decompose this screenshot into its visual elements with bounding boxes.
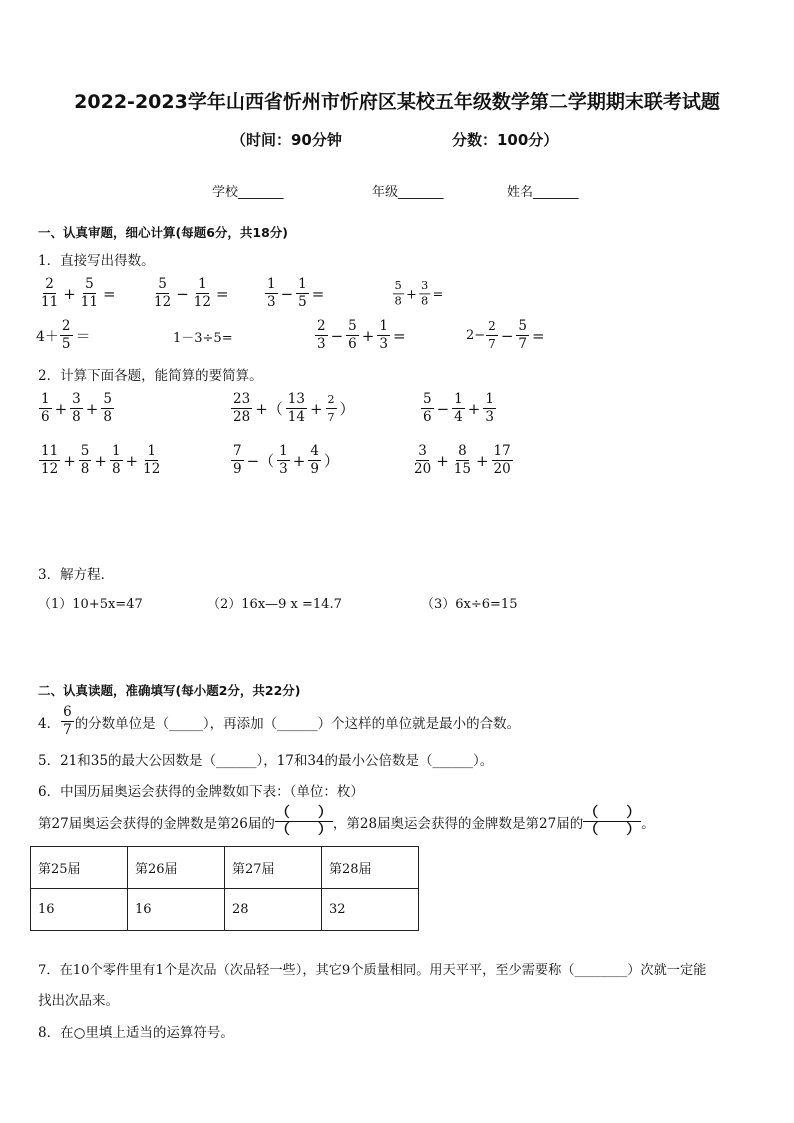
table-row	[31, 889, 419, 931]
name-field: 姓名_______	[507, 185, 579, 200]
school-field: 学校_______	[212, 185, 284, 200]
q1-expr-4: $\frac{5}{8}$ + $\frac{3}{8}$ =	[394, 279, 444, 308]
q2-expr-6: $\frac{3}{20}$ + $\frac{8}{15}$ + $\frac{17}{20}$	[414, 443, 511, 477]
exam-time: （时间：90分钟	[231, 131, 342, 149]
question-4: 4． $\frac{6}{7}$ 的分数单位是（_____），再添加（______）个这样的单位就是最小的合数。	[38, 704, 521, 738]
table-row	[31, 847, 419, 889]
table-cell: 16	[31, 889, 128, 931]
question-6-label: 6．中国历届奥运会获得的金牌数如下表：（单位：枚）	[38, 784, 364, 800]
question-7-line-1: 7．在10个零件里有1个是次品（次品轻一些），其它9个质量相同。用天平平，至少需要称（________）次就一定能	[38, 963, 707, 978]
grade-field: 年级_______	[372, 185, 444, 200]
q1-expr-5: 4＋ $\frac{2}{5}$ ＝	[36, 318, 91, 352]
question-2-label: 2．计算下面各题，能简算的要简算。	[38, 368, 263, 384]
q1-expr-2: $\frac{5}{12}$ − $\frac{1}{12}$ =	[154, 276, 229, 310]
fraction-blank-1: （ ） （ ）	[275, 805, 332, 838]
table-cell: 28	[225, 889, 322, 931]
question-5: 5．21和35的最大公因数是（______），17和34的最小公倍数是（______）。	[38, 753, 494, 769]
question-3-label: 3．解方程．	[38, 567, 115, 583]
q1-expr-1: $\frac{2}{11}$ + $\frac{5}{11}$ =	[41, 276, 116, 310]
question-6-line: 第27届奥运会获得的金牌数是第26届的 （ ） （ ） ，第28届奥运会获得的金牌数是第27届的 （ ） （ ） 。	[38, 805, 655, 838]
exam-score: 分数：100分）	[452, 131, 559, 149]
question-7-line-2: 找出次品来。	[38, 993, 119, 1009]
q1-expr-6: 1－3÷5=	[173, 331, 233, 346]
q2-expr-1: $\frac{1}{6}$ + $\frac{3}{8}$ + $\frac{5}{8}$	[41, 391, 112, 425]
table-header: 第25届	[31, 847, 128, 889]
question-1-label: 1．直接写出得数。	[38, 253, 155, 269]
q2-expr-5: $\frac{7}{9}$ −（ $\frac{1}{3}$ + $\frac{4}{9}$ ）	[233, 443, 339, 477]
table-header: 第27届	[225, 847, 322, 889]
section-2-heading: 二、认真读题，准确填写(每小题2分，共22分)	[38, 683, 301, 698]
table-header: 第26届	[128, 847, 225, 889]
table-cell: 32	[322, 889, 419, 931]
q2-expr-3: $\frac{5}{6}$ − $\frac{1}{4}$ + $\frac{1}{3}$	[423, 391, 494, 425]
q3-equation-2: （2）16x—9 x =14.7	[207, 597, 342, 612]
question-8: 8．在○里填上适当的运算符号。	[38, 1025, 234, 1041]
q1-expr-8: 2− $\frac{2}{7}$ − $\frac{5}{7}$ =	[466, 318, 545, 352]
medal-table	[30, 846, 419, 931]
section-1-heading: 一、认真审题，细心计算(每题6分，共18分)	[38, 225, 289, 240]
table-header: 第28届	[322, 847, 419, 889]
q2-expr-2: $\frac{23}{28}$ +（ $\frac{13}{14}$ + $\frac{2}{7}$ ）	[233, 391, 355, 425]
fraction-blank-2: （ ） （ ）	[584, 805, 641, 838]
page-title: 2022-2023学年山西省忻州市忻府区某校五年级数学第二学期期末联考试题	[74, 91, 720, 113]
q1-expr-7: $\frac{2}{3}$ − $\frac{5}{6}$ + $\frac{1}{3}$ =	[317, 318, 406, 352]
q1-expr-3: $\frac{1}{3}$ − $\frac{1}{5}$ =	[267, 276, 325, 310]
q3-equation-1: （1）10+5x=47	[38, 597, 143, 612]
q3-equation-3: （3）6x÷6=15	[421, 597, 518, 612]
q2-expr-4: $\frac{11}{12}$ + $\frac{5}{8}$ + $\frac{1}{8}$ + $\frac{1}{12}$	[41, 443, 161, 477]
table-cell: 16	[128, 889, 225, 931]
